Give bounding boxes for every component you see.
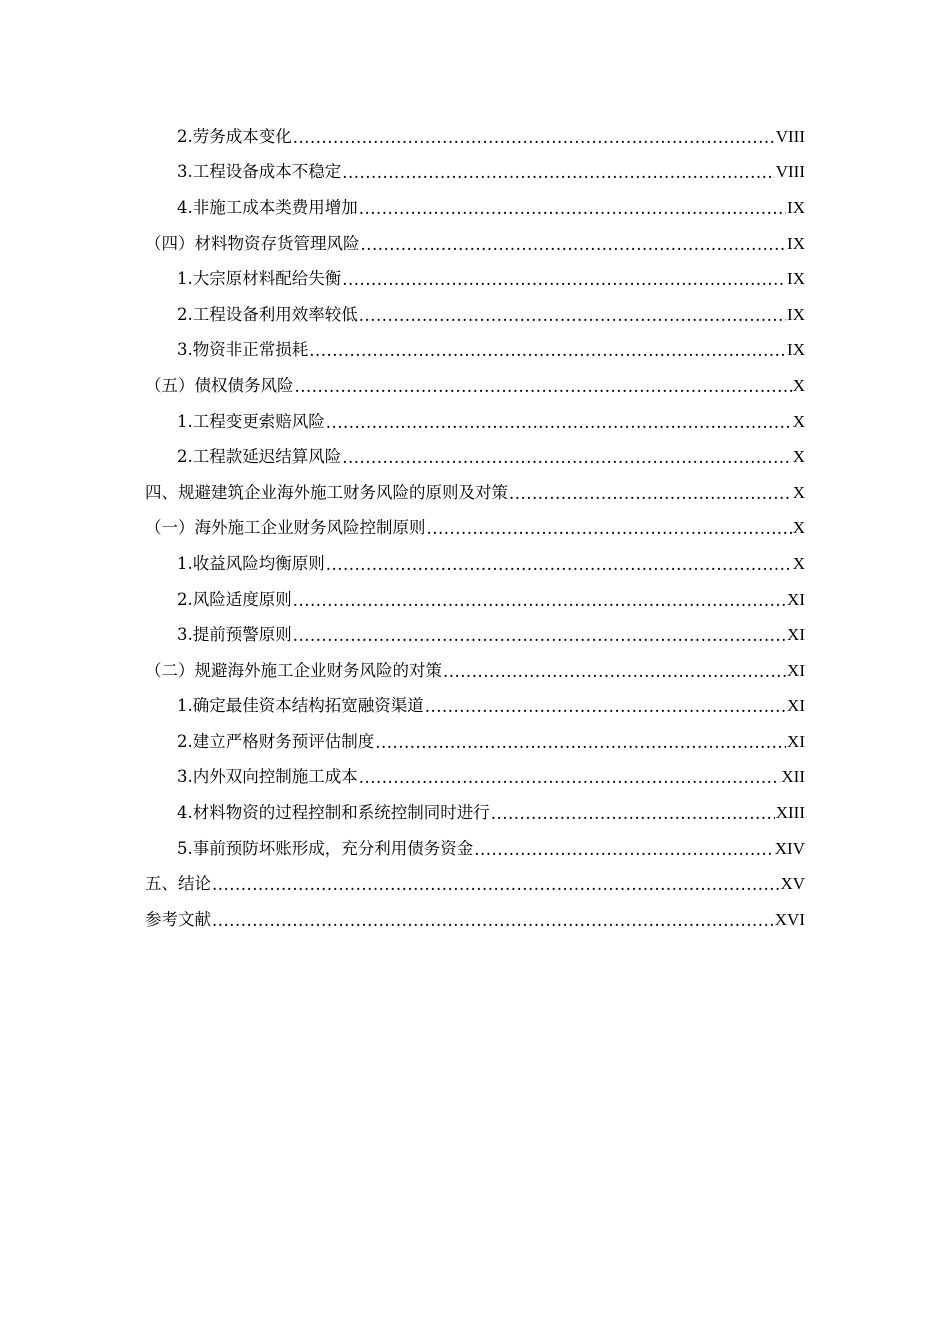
toc-entry-title: 1.收益风险均衡原则 bbox=[177, 553, 325, 573]
toc-entry-title: （五）债权债务风险 bbox=[145, 375, 294, 395]
toc-entry[interactable] bbox=[0, 404, 805, 440]
toc-entry-title: 2.工程款延迟结算风险 bbox=[177, 447, 342, 467]
toc-dot-leader bbox=[425, 697, 786, 717]
toc-entry-title: 参考文献 bbox=[145, 909, 211, 929]
toc-entry-page: VIII bbox=[775, 126, 805, 146]
toc-entry-title: 2.劳务成本变化 bbox=[177, 126, 292, 146]
toc-entry[interactable] bbox=[0, 261, 805, 297]
toc-dot-leader bbox=[212, 875, 779, 895]
toc-entry[interactable] bbox=[0, 831, 805, 867]
toc-entry[interactable] bbox=[0, 724, 805, 760]
table-of-contents bbox=[0, 119, 805, 938]
toc-entry-title: 3.内外双向控制施工成本 bbox=[177, 767, 358, 787]
toc-dot-leader bbox=[342, 270, 786, 290]
toc-entry-page: IX bbox=[787, 197, 805, 217]
toc-entry-page: XIII bbox=[775, 803, 805, 823]
toc-dot-leader bbox=[359, 768, 781, 788]
toc-dot-leader bbox=[326, 413, 792, 433]
toc-entry-title: 四、规避建筑企业海外施工财务风险的原则及对策 bbox=[145, 482, 508, 502]
toc-entry-title: （一）海外施工企业财务风险控制原则 bbox=[145, 518, 426, 538]
toc-entry-title: 1.工程变更索赔风险 bbox=[177, 411, 325, 431]
toc-dot-leader bbox=[375, 733, 786, 753]
toc-entry-page: X bbox=[792, 518, 805, 538]
toc-dot-leader bbox=[309, 341, 786, 361]
toc-entry[interactable] bbox=[0, 155, 805, 191]
toc-dot-leader bbox=[326, 555, 792, 575]
toc-entry-title: （二）规避海外施工企业财务风险的对策 bbox=[145, 660, 442, 680]
toc-entry[interactable] bbox=[0, 866, 805, 902]
toc-entry-page: XI bbox=[787, 589, 805, 609]
toc-dot-leader bbox=[491, 804, 775, 824]
toc-entry[interactable] bbox=[0, 617, 805, 653]
toc-entry[interactable] bbox=[0, 475, 805, 511]
toc-entry-page: XI bbox=[787, 696, 805, 716]
toc-entry[interactable] bbox=[0, 760, 805, 796]
toc-entry[interactable] bbox=[0, 333, 805, 369]
toc-entry-page: XI bbox=[787, 660, 805, 680]
toc-entry[interactable] bbox=[0, 439, 805, 475]
toc-entry-title: （四）材料物资存货管理风险 bbox=[145, 233, 360, 253]
toc-entry-page: IX bbox=[787, 233, 805, 253]
toc-dot-leader bbox=[293, 591, 786, 611]
toc-dot-leader bbox=[293, 128, 775, 148]
toc-dot-leader bbox=[293, 626, 786, 646]
toc-entry[interactable] bbox=[0, 190, 805, 226]
toc-entry-title: 2.建立严格财务预评估制度 bbox=[177, 731, 375, 751]
toc-entry[interactable] bbox=[0, 795, 805, 831]
toc-entry-page: X bbox=[792, 447, 805, 467]
toc-entry-page: X bbox=[792, 375, 805, 395]
toc-dot-leader bbox=[295, 377, 792, 397]
toc-entry-page: X bbox=[792, 411, 805, 431]
toc-entry-title: 1.确定最佳资本结构拓宽融资渠道 bbox=[177, 696, 424, 716]
toc-entry[interactable] bbox=[0, 368, 805, 404]
toc-dot-leader bbox=[342, 163, 774, 183]
toc-entry-page: XI bbox=[787, 625, 805, 645]
toc-entry-title: 5.事前预防坏账形成，充分利用债务资金 bbox=[177, 838, 474, 858]
toc-entry[interactable] bbox=[0, 653, 805, 689]
toc-entry-page: IX bbox=[787, 340, 805, 360]
toc-entry-title: 3.工程设备成本不稳定 bbox=[177, 162, 342, 182]
toc-entry-title: 1.大宗原材料配给失衡 bbox=[177, 269, 342, 289]
toc-entry-title: 3.提前预警原则 bbox=[177, 625, 292, 645]
toc-entry-page: IX bbox=[787, 304, 805, 324]
toc-dot-leader bbox=[427, 519, 792, 539]
toc-entry-title: 4.材料物资的过程控制和系统控制同时进行 bbox=[177, 803, 490, 823]
toc-entry-title: 五、结论 bbox=[145, 874, 211, 894]
toc-entry-page: XI bbox=[787, 731, 805, 751]
toc-entry[interactable] bbox=[0, 226, 805, 262]
toc-entry-page: XIV bbox=[774, 838, 805, 858]
toc-entry[interactable] bbox=[0, 546, 805, 582]
toc-entry[interactable] bbox=[0, 689, 805, 725]
toc-entry-title: 4.非施工成本类费用增加 bbox=[177, 197, 358, 217]
toc-dot-leader bbox=[342, 448, 791, 468]
toc-entry-page: XV bbox=[780, 874, 805, 894]
toc-entry-page: X bbox=[792, 482, 805, 502]
toc-dot-leader bbox=[443, 662, 786, 682]
toc-entry[interactable] bbox=[0, 582, 805, 618]
toc-entry[interactable] bbox=[0, 511, 805, 547]
toc-dot-leader bbox=[361, 235, 787, 255]
toc-entry-page: X bbox=[792, 553, 805, 573]
toc-entry[interactable] bbox=[0, 297, 805, 333]
toc-entry-page: XII bbox=[781, 767, 805, 787]
toc-dot-leader bbox=[474, 840, 774, 860]
toc-entry-page: IX bbox=[787, 269, 805, 289]
toc-dot-leader bbox=[359, 306, 786, 326]
toc-entry-title: 2.工程设备利用效率较低 bbox=[177, 304, 358, 324]
toc-dot-leader bbox=[359, 199, 786, 219]
toc-dot-leader bbox=[212, 911, 774, 931]
toc-entry-page: VIII bbox=[775, 162, 805, 182]
toc-dot-leader bbox=[509, 484, 792, 504]
toc-entry-title: 3.物资非正常损耗 bbox=[177, 340, 309, 360]
toc-entry-page: XVI bbox=[774, 909, 805, 929]
toc-entry[interactable] bbox=[0, 119, 805, 155]
toc-entry[interactable] bbox=[0, 902, 805, 938]
toc-entry-title: 2.风险适度原则 bbox=[177, 589, 292, 609]
